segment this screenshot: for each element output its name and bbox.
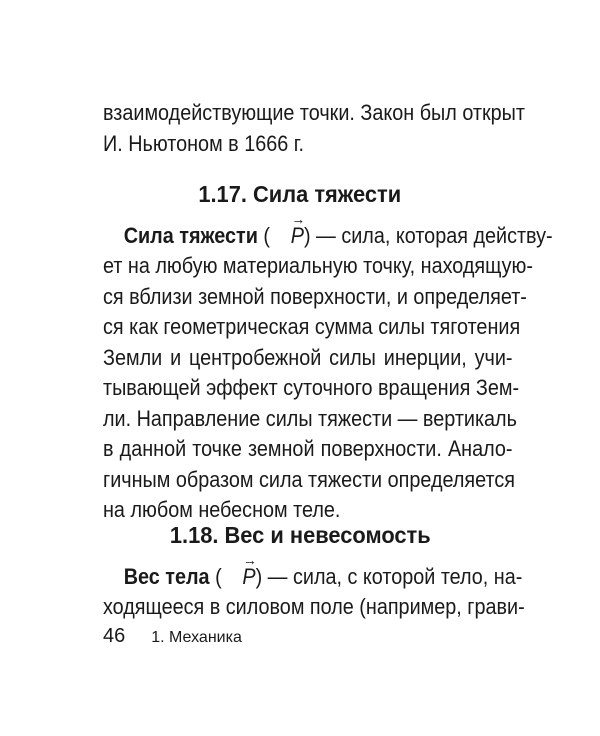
- text-line: ся как геометрическая сумма силы тяготения: [103, 314, 521, 339]
- term: Вес тела: [123, 564, 210, 589]
- text-line: ет на любую материальную точку, находящую-: [103, 253, 534, 278]
- text-line: взаимодействующие точки. Закон был открыт: [103, 100, 525, 125]
- running-section-title: 1. Механика: [151, 629, 242, 646]
- text-line: тывающей эффект суточного вращения Зем-: [103, 375, 520, 400]
- text: ) — сила, с которой тело, на-: [255, 564, 523, 589]
- text-line: гичным образом сила тяжести определяется: [103, 467, 515, 492]
- section-heading-1-17: 1.17. Сила тяжести: [198, 181, 402, 207]
- text-line: Вес тела (→ P) — сила, с которой тело, на-: [103, 562, 513, 592]
- text: ) — сила, которая действу-: [303, 223, 553, 248]
- text-line: ходящееся в силовом поле (например, грави-: [103, 594, 525, 619]
- term: Сила тяжести: [123, 223, 258, 248]
- text-line: И. Ньютоном в 1666 г.: [103, 131, 305, 156]
- text-line: Земли и центробежной силы инерции, учи-: [103, 345, 513, 370]
- section-heading-1-18: 1.18. Вес и невесомость: [169, 522, 431, 548]
- text-line: Сила тяжести (→ P) — сила, которая действу-: [103, 221, 513, 251]
- vector-symbol: → P: [270, 221, 304, 251]
- text-line: на любом небесном теле.: [103, 497, 341, 522]
- vector-symbol: → P: [222, 562, 256, 592]
- text-line: ся вблизи земной поверхности, и определяет-: [103, 284, 527, 309]
- page-number: 46: [103, 625, 126, 647]
- text-line: в данной точке земной поверхности. Анало-: [103, 436, 513, 461]
- text-line: ли. Направление силы тяжести — вертикаль: [103, 406, 517, 431]
- page-footer: [103, 624, 242, 650]
